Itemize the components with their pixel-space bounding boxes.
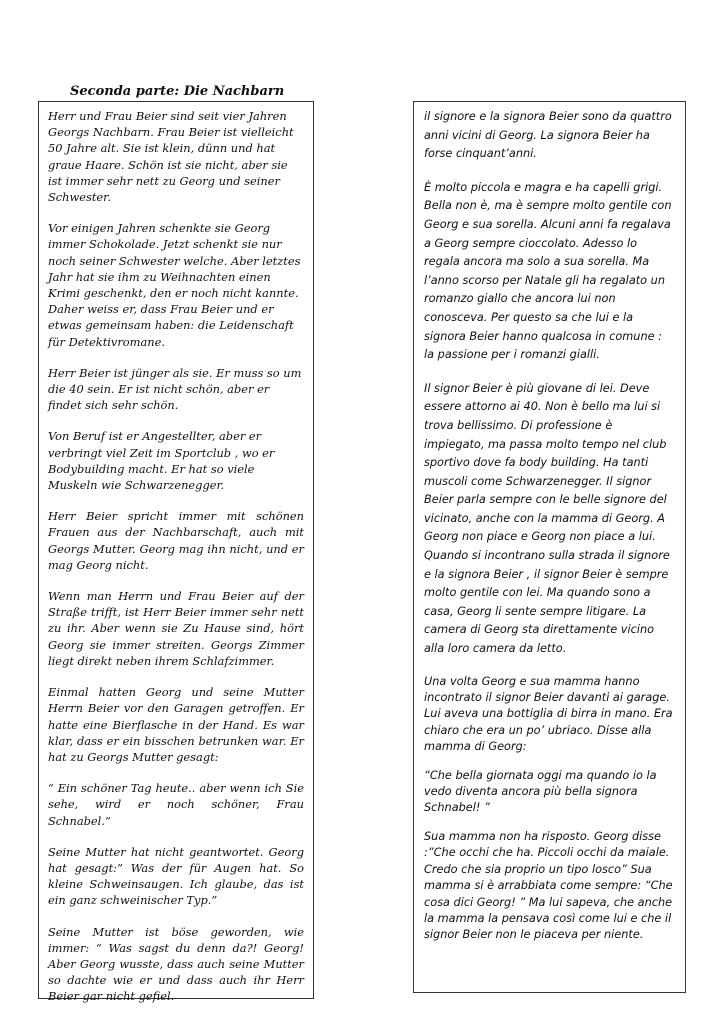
italian-paragraph: il signore e la signora Beier sono da quattro anni vicini di Georg. La signora Beier ha forse cinquant’anni. (424, 110, 672, 161)
italian-paragraph: Una volta Georg e sua mamma hanno incontrato il signor Beier davanti ai garage. Lui aveva una bottiglia di birra in mano. Era chiaro che era un po’ ubriaco. Disse alla mamma di Georg: (424, 674, 673, 754)
german-paragraph: Herr Beier ist jünger als sie. Er muss so um die 40 sein. Er ist nicht schön, aber er findet sich sehr schön. (48, 365, 302, 413)
page-title: Seconda parte: Die Nachbarn (70, 84, 285, 99)
italian-paragraph: È molto piccola e magra e ha capelli grigi. Bella non è, ma è sempre molto gentile con Georg e sua sorella. Alcuni anni fa regalava a Georg sempre cioccolato. Adesso lo regala ancora ma solo a sua sorella. Ma l’anno scorso per Natale gli ha regalato un romanzo giallo che ancora lui non conosceva. Per questo sa che lui e la signora Beier hanno qualcosa in comune : la passione per i romanzi gialli. (424, 180, 672, 362)
german-paragraph: Herr Beier spricht immer mit schönen Frauen aus der Nachbarschaft, auch mit Georgs Mutter. Georg mag ihn nicht, und er mag Georg nicht. (48, 509, 304, 572)
italian-paragraph: Sua mamma non ha risposto. Georg disse :”Che occhi che ha. Piccoli occhi da maiale. Credo che sia proprio un tipo losco” Sua mamma si è arrabbiata come sempre: “Che cosa dici Georg! ” Ma lui sapeva, che anche la mamma la pensava così come lui e che il signor Beier non le piaceva per niente. (424, 829, 673, 942)
italian-paragraph: Il signor Beier è più giovane di lei. Deve essere attorno ai 40. Non è bello ma lui si trova bellissimo. Di professione è impiegato, ma passa molto tempo nel club sportivo dove fa body building. Ha tanti muscoli come Schwarzenegger. Il signor Beier parla sempre con le belle signore del vicinato, anche con la mamma di Georg. A Georg non piace e Georg non piace a lui. Quando si incontrano sulla strada il signore e la signora Beier , il signor Beier è sempre molto gentile con lei. Ma quando sono a casa, Georg li sente sempre litigare. La camera di Georg sta direttamente vicino alla loro camera da letto. (424, 381, 670, 656)
german-paragraph: Seine Mutter hat nicht geantwortet. Georg hat gesagt:” Was der für Augen hat. So kleine Schweinsaugen. Ich glaube, das ist ein ganz schweinischer Typ.” (48, 844, 304, 908)
german-paragraph: Von Beruf ist er Angestellter, aber er verbringt viel Zeit im Sportclub , wo er Bodybuilding macht. Er hat so viele Muskeln wie Schwarzenegger. (48, 429, 275, 493)
german-text-box (38, 101, 314, 1004)
german-paragraph: “ Ein schöner Tag heute.. aber wenn ich Sie sehe, wird er noch schöner, Frau Schnabel.” (48, 781, 304, 828)
italian-paragraph: “Che bella giornata oggi ma quando io la vedo diventa ancora più bella signora Schnabel! ” (424, 768, 657, 815)
german-paragraph: Einmal hatten Georg und seine Mutter Herrn Beier vor den Garagen getroffen. Er hatte eine Bierflasche in der Hand. Es war klar, dass er ein bisschen betrunken war. Er hat zu Georgs Mutter gesagt: (48, 685, 304, 764)
italian-text-box (413, 101, 686, 993)
german-paragraph: Seine Mutter ist böse geworden, wie immer: “ Was sagst du denn da?! Georg! Aber Georg wusste, dass auch seine Mutter so dachte wie er und dass auch ihr Herr Beier gar nicht gefiel. (48, 924, 304, 1004)
german-paragraph: Herr und Frau Beier sind seit vier Jahren Georgs Nachbarn. Frau Beier ist vielleicht 50 Jahre alt. Sie ist klein, dünn und hat graue Haare. Schön ist sie nicht, aber sie ist immer sehr nett zu Georg und seiner Schwester. (48, 109, 294, 205)
german-paragraph: Vor einigen Jahren schenkte sie Georg immer Schokolade. Jetzt schenkt sie nur noch seiner Schwester welche. Aber letztes Jahr hat sie ihm zu Weihnachten einen Krimi geschenkt, den er noch nicht kannte. Daher weiss er, dass Frau Beier und er etwas gemeinsam haben: die Leidenschaft für Detektivromane. (48, 221, 301, 349)
german-paragraph: Wenn man Herrn und Frau Beier auf der Straße trifft, ist Herr Beier immer sehr nett zu ihr. Aber wenn sie Zu Hause sind, hört Georg sie immer streiten. Georgs Zimmer liegt direkt neben ihrem Schlafzimmer. (48, 589, 304, 668)
